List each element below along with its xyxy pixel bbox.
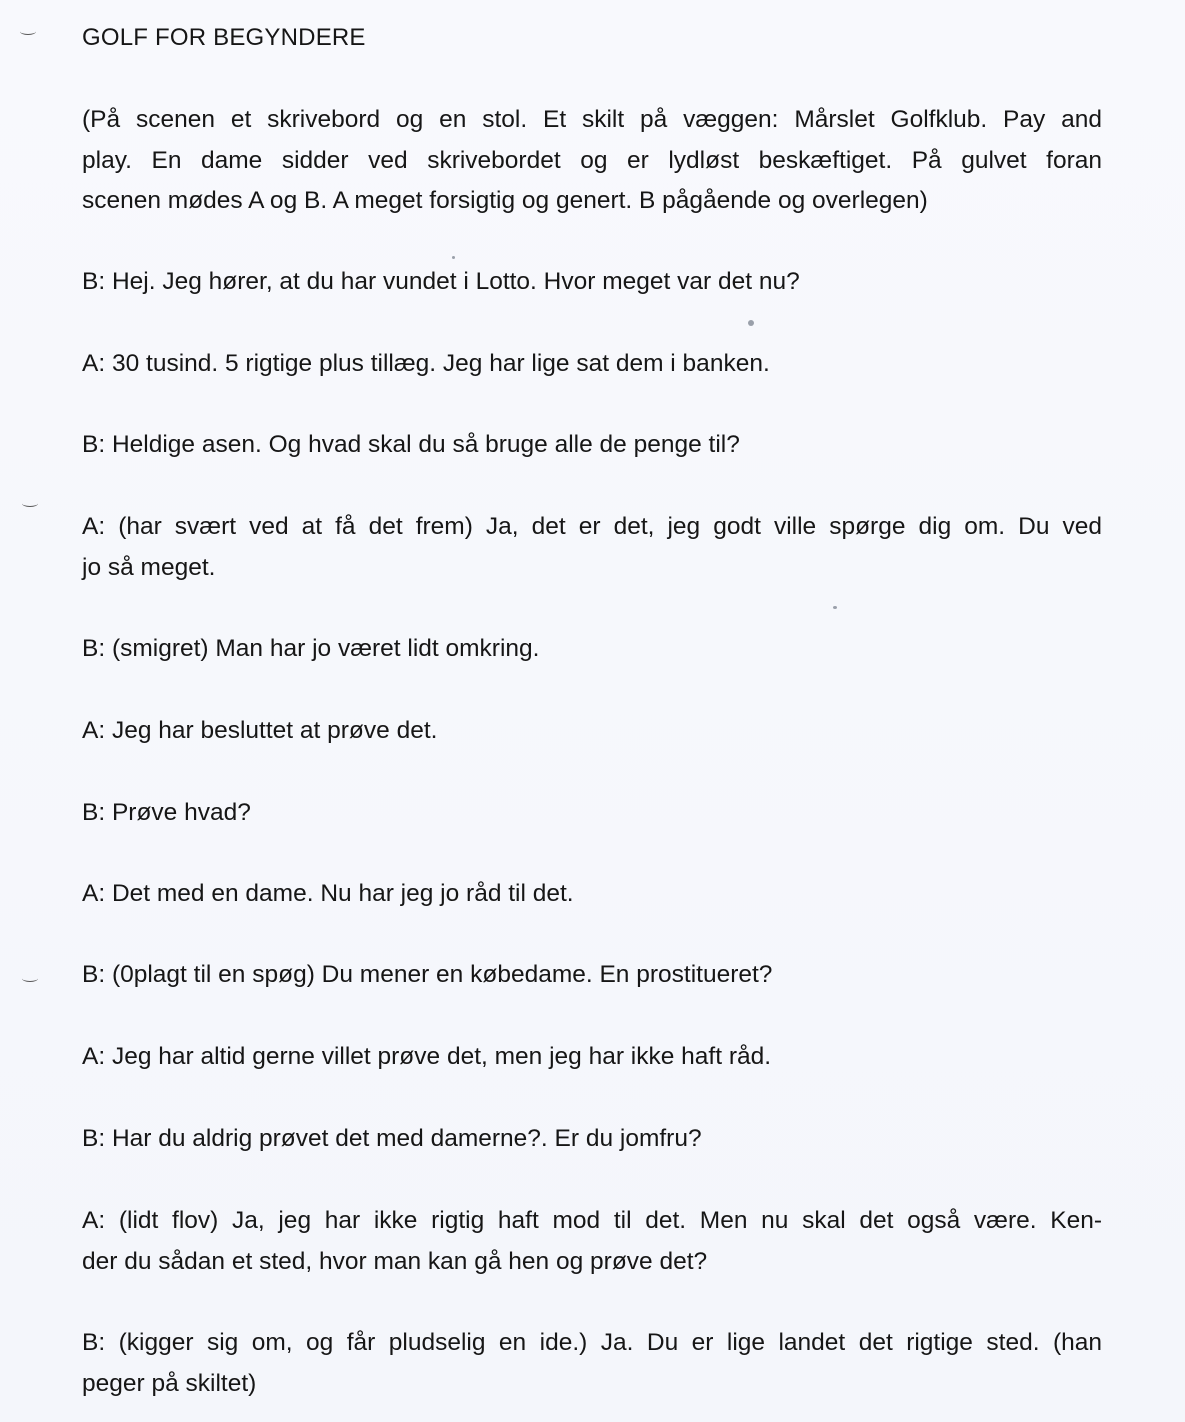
text-line: B: (smigret) Man har jo været lidt omkring. — [82, 635, 540, 662]
dialogue-line — [82, 344, 1102, 385]
dialogue-line — [82, 1119, 1102, 1160]
margin-mark — [22, 500, 38, 507]
text-line: A: 30 tusind. 5 rigtige plus tillæg. Jeg har lige sat dem i banken. — [82, 350, 770, 377]
scan-speck — [452, 256, 455, 259]
text-line: B: (0plagt til en spøg) Du mener en købedame. En prostitueret? — [82, 961, 773, 988]
dialogue-line — [82, 425, 1102, 466]
dialogue-line — [82, 1323, 1102, 1404]
dialogue-line — [82, 629, 1102, 670]
dialogue-line — [82, 507, 1102, 588]
dialogue-line — [82, 1037, 1102, 1078]
text-line: B: Heldige asen. Og hvad skal du så bruge alle de penge til? — [82, 431, 740, 458]
dialogue-line — [82, 955, 1102, 996]
text-line: play. En dame sidder ved skrivebordet og er lydløst beskæftiget. På gulvet foran — [82, 146, 1102, 174]
text-line: scenen mødes A og B. A meget forsigtig og genert. B pågående og overlegen) — [82, 187, 928, 214]
dialogue-line — [82, 874, 1102, 915]
scan-speck — [748, 320, 754, 326]
stage-direction — [82, 100, 1102, 222]
dialogue-line — [82, 262, 1102, 303]
text-line: jo så meget. — [82, 553, 216, 581]
text-line: A: Jeg har altid gerne villet prøve det, men jeg har ikke haft råd. — [82, 1043, 772, 1070]
margin-mark — [22, 975, 38, 982]
text-line: der du sådan et sted, hvor man kan gå hen og prøve det? — [82, 1247, 708, 1275]
text-line: B: Hej. Jeg hører, at du har vundet i Lotto. Hvor meget var det nu? — [82, 268, 800, 295]
text-line: peger på skiltet) — [82, 1369, 257, 1397]
dialogue-line — [82, 711, 1102, 752]
dialogue-line — [82, 793, 1102, 834]
text-line: (På scenen et skrivebord og en stol. Et skilt på væggen: Mårslet Golfklub. Pay and — [82, 106, 1102, 133]
text-line: A: (har svært ved at få det frem) Ja, det er det, jeg godt ville spørge dig om. Du ved — [82, 513, 1102, 540]
document-title: GOLF FOR BEGYNDERE — [82, 24, 366, 51]
text-line: B: Prøve hvad? — [82, 799, 251, 826]
text-line: A: Jeg har besluttet at prøve det. — [82, 717, 438, 744]
dialogue-line — [82, 1201, 1102, 1282]
text-line: A: Det med en dame. Nu har jeg jo råd til det. — [82, 880, 574, 907]
scan-speck — [833, 606, 837, 609]
text-line: B: (kigger sig om, og får pludselig en ide.) Ja. Du er lige landet det rigtige sted. (han — [82, 1329, 1102, 1356]
text-line: B: Har du aldrig prøvet det med damerne?. Er du jomfru? — [82, 1125, 702, 1152]
margin-mark — [20, 28, 36, 35]
text-line: A: (lidt flov) Ja, jeg har ikke rigtig haft mod til det. Men nu skal det også være. Ken- — [82, 1207, 1102, 1234]
